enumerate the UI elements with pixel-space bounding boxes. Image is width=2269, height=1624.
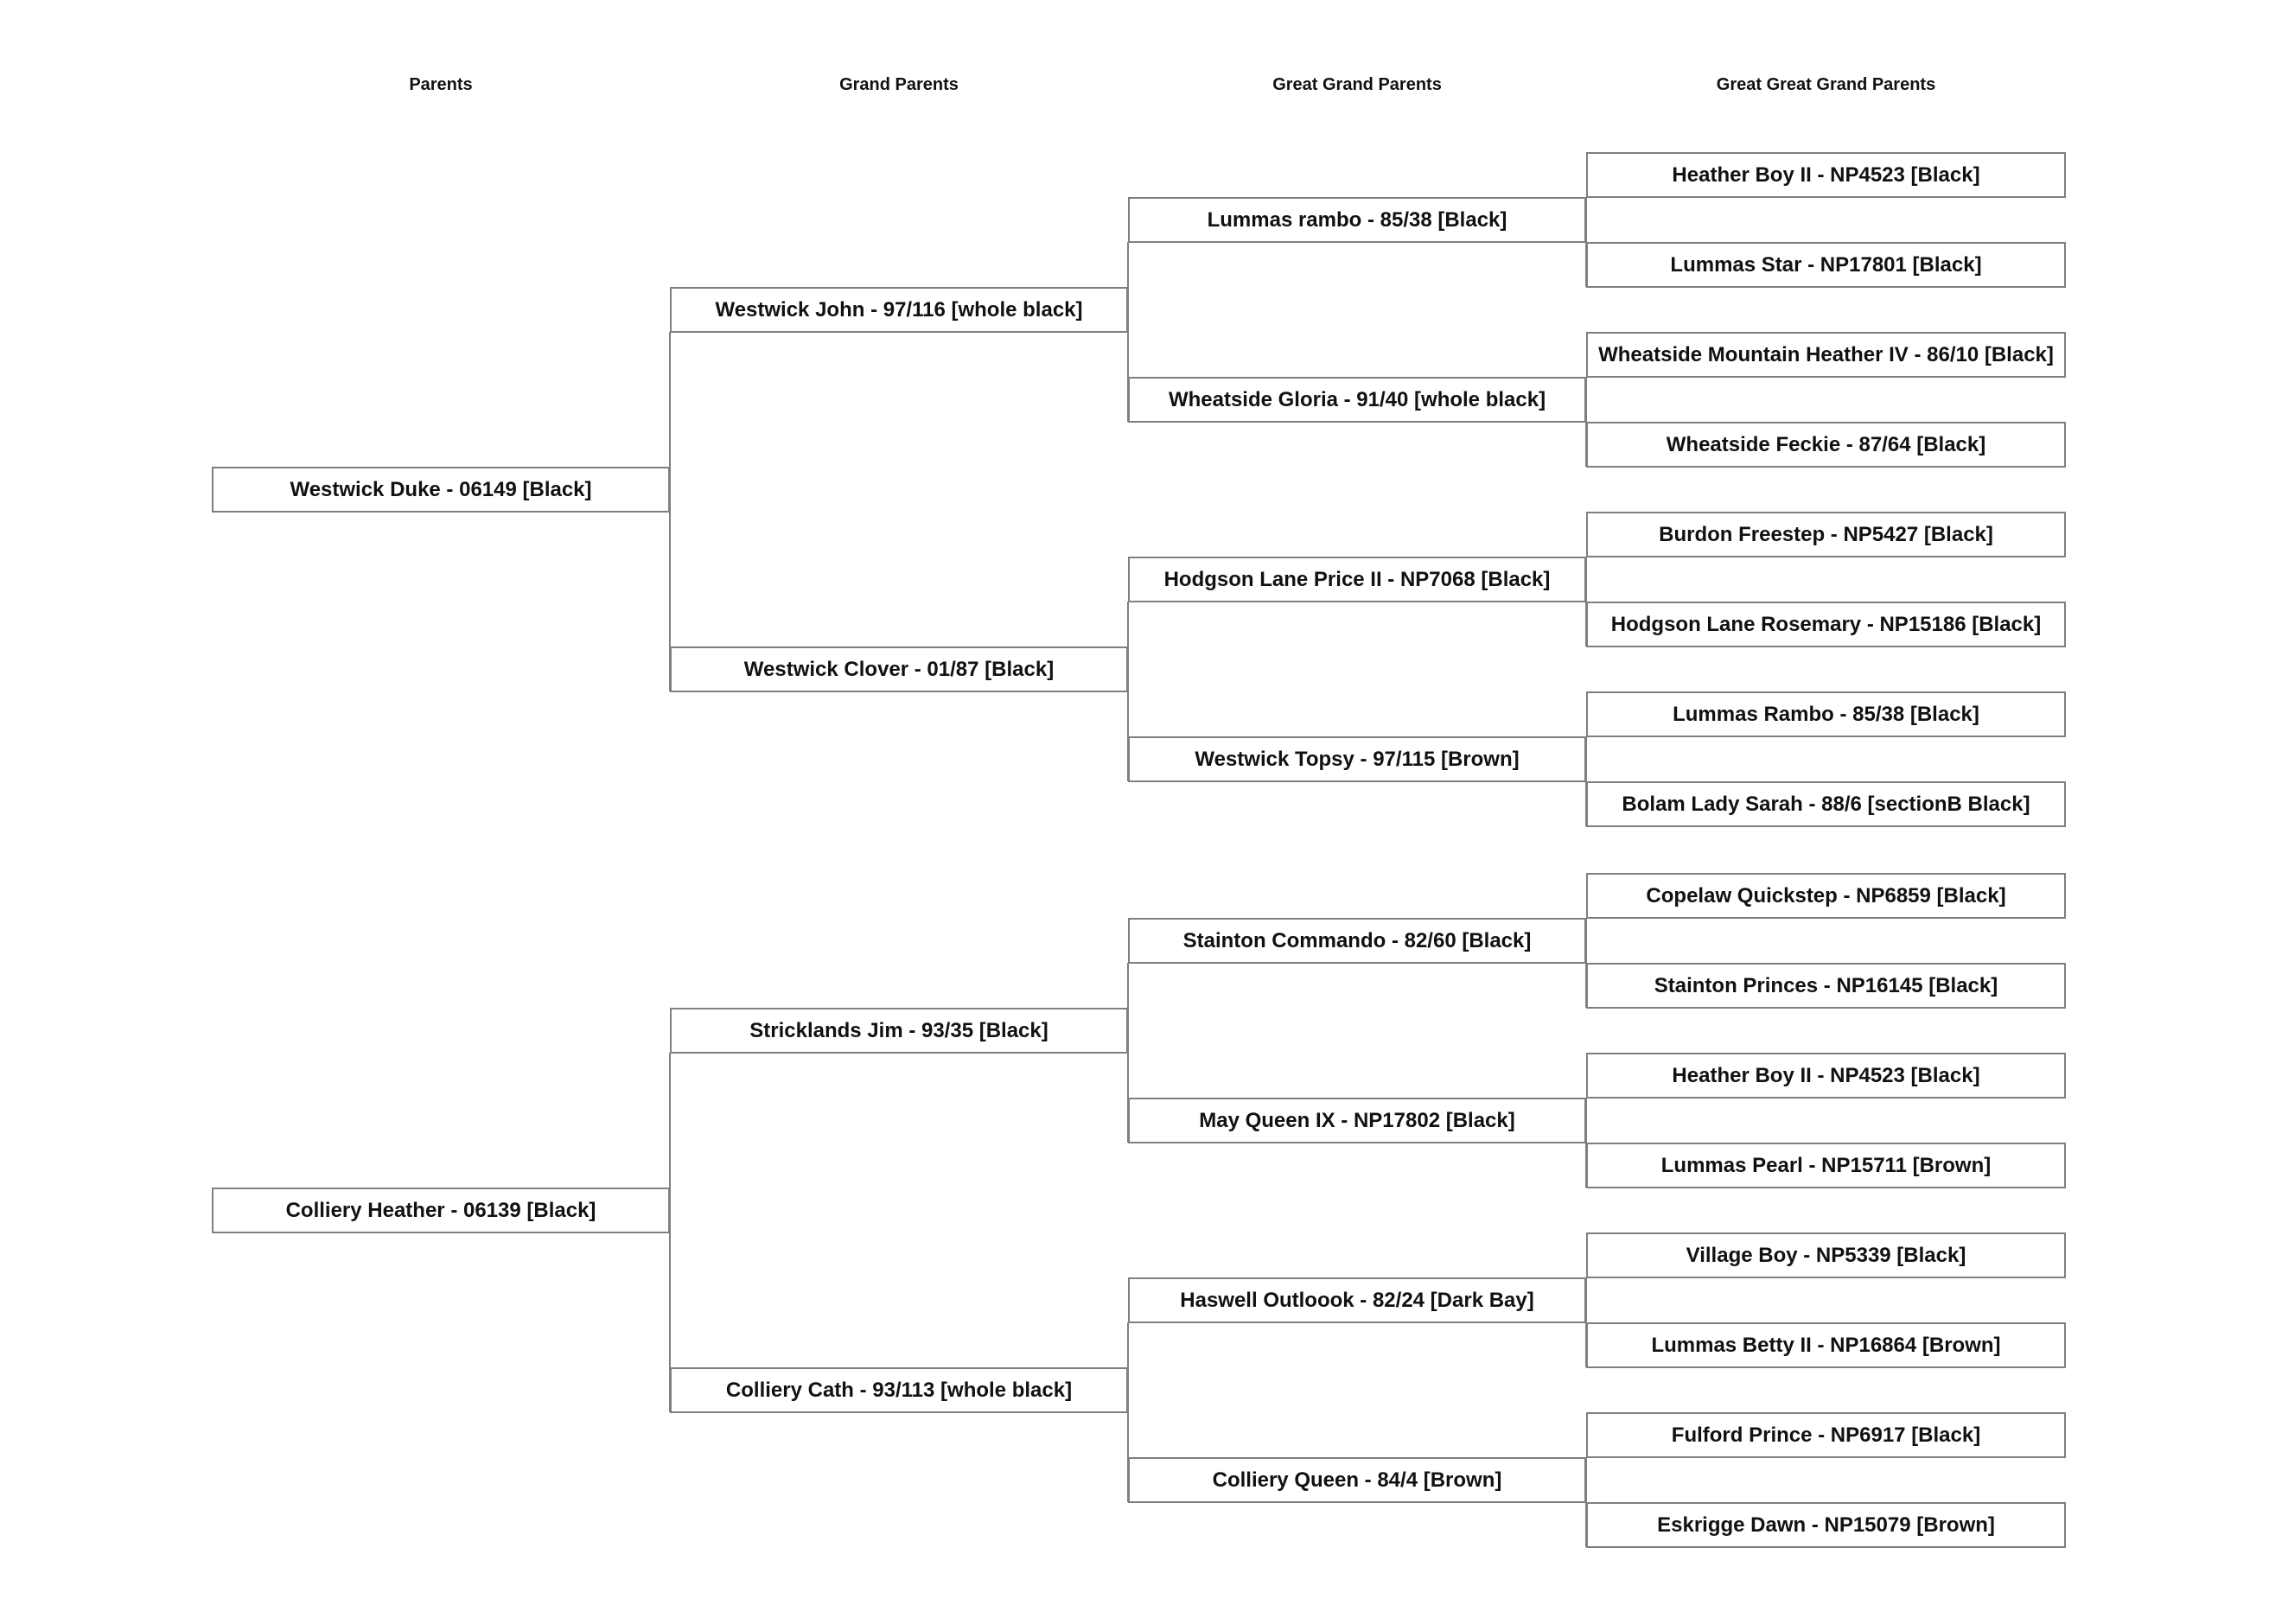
great-grandparent-box: Hodgson Lane Price II - NP7068 [Black]	[1128, 557, 1586, 602]
great-great-grandparent-box: Wheatside Feckie - 87/64 [Black]	[1586, 422, 2066, 468]
great-great-grandparent-box: Lummas Rambo - 85/38 [Black]	[1586, 691, 2066, 737]
grandparent-box: Stricklands Jim - 93/35 [Black]	[670, 1008, 1128, 1054]
great-great-grandparent-box: Village Boy - NP5339 [Black]	[1586, 1232, 2066, 1278]
great-grandparent-box: May Queen IX - NP17802 [Black]	[1128, 1098, 1586, 1143]
great-grandparent-box: Colliery Queen - 84/4 [Brown]	[1128, 1457, 1586, 1503]
header-great-grand-parents: Great Grand Parents	[1272, 75, 1442, 94]
parent-box: Westwick Duke - 06149 [Black]	[212, 467, 670, 513]
grandparent-box: Westwick Clover - 01/87 [Black]	[670, 646, 1128, 692]
great-great-grandparent-box: Wheatside Mountain Heather IV - 86/10 [Black]	[1586, 332, 2066, 378]
grandparent-box: Westwick John - 97/116 [whole black]	[670, 287, 1128, 333]
great-great-grandparent-box: Lummas Betty II - NP16864 [Brown]	[1586, 1322, 2066, 1368]
header-grand-parents: Grand Parents	[839, 75, 959, 94]
grandparent-box: Colliery Cath - 93/113 [whole black]	[670, 1367, 1128, 1413]
header-great-great-grand-parents: Great Great Grand Parents	[1716, 75, 1936, 94]
great-grandparent-box: Wheatside Gloria - 91/40 [whole black]	[1128, 377, 1586, 423]
great-grandparent-box: Westwick Topsy - 97/115 [Brown]	[1128, 736, 1586, 782]
great-great-grandparent-box: Fulford Prince - NP6917 [Black]	[1586, 1412, 2066, 1458]
parent-box: Colliery Heather - 06139 [Black]	[212, 1188, 670, 1233]
great-great-grandparent-box: Bolam Lady Sarah - 88/6 [sectionB Black]	[1586, 781, 2066, 827]
great-grandparent-box: Stainton Commando - 82/60 [Black]	[1128, 918, 1586, 964]
great-grandparent-box: Haswell Outloook - 82/24 [Dark Bay]	[1128, 1277, 1586, 1323]
great-great-grandparent-box: Burdon Freestep - NP5427 [Black]	[1586, 512, 2066, 557]
great-grandparent-box: Lummas rambo - 85/38 [Black]	[1128, 197, 1586, 243]
great-great-grandparent-box: Lummas Pearl - NP15711 [Brown]	[1586, 1143, 2066, 1188]
great-great-grandparent-box: Stainton Princes - NP16145 [Black]	[1586, 963, 2066, 1009]
great-great-grandparent-box: Hodgson Lane Rosemary - NP15186 [Black]	[1586, 602, 2066, 647]
great-great-grandparent-box: Heather Boy II - NP4523 [Black]	[1586, 1053, 2066, 1099]
great-great-grandparent-box: Heather Boy II - NP4523 [Black]	[1586, 152, 2066, 198]
great-great-grandparent-box: Eskrigge Dawn - NP15079 [Brown]	[1586, 1502, 2066, 1548]
great-great-grandparent-box: Copelaw Quickstep - NP6859 [Black]	[1586, 873, 2066, 919]
header-parents: Parents	[409, 75, 473, 94]
great-great-grandparent-box: Lummas Star - NP17801 [Black]	[1586, 242, 2066, 288]
